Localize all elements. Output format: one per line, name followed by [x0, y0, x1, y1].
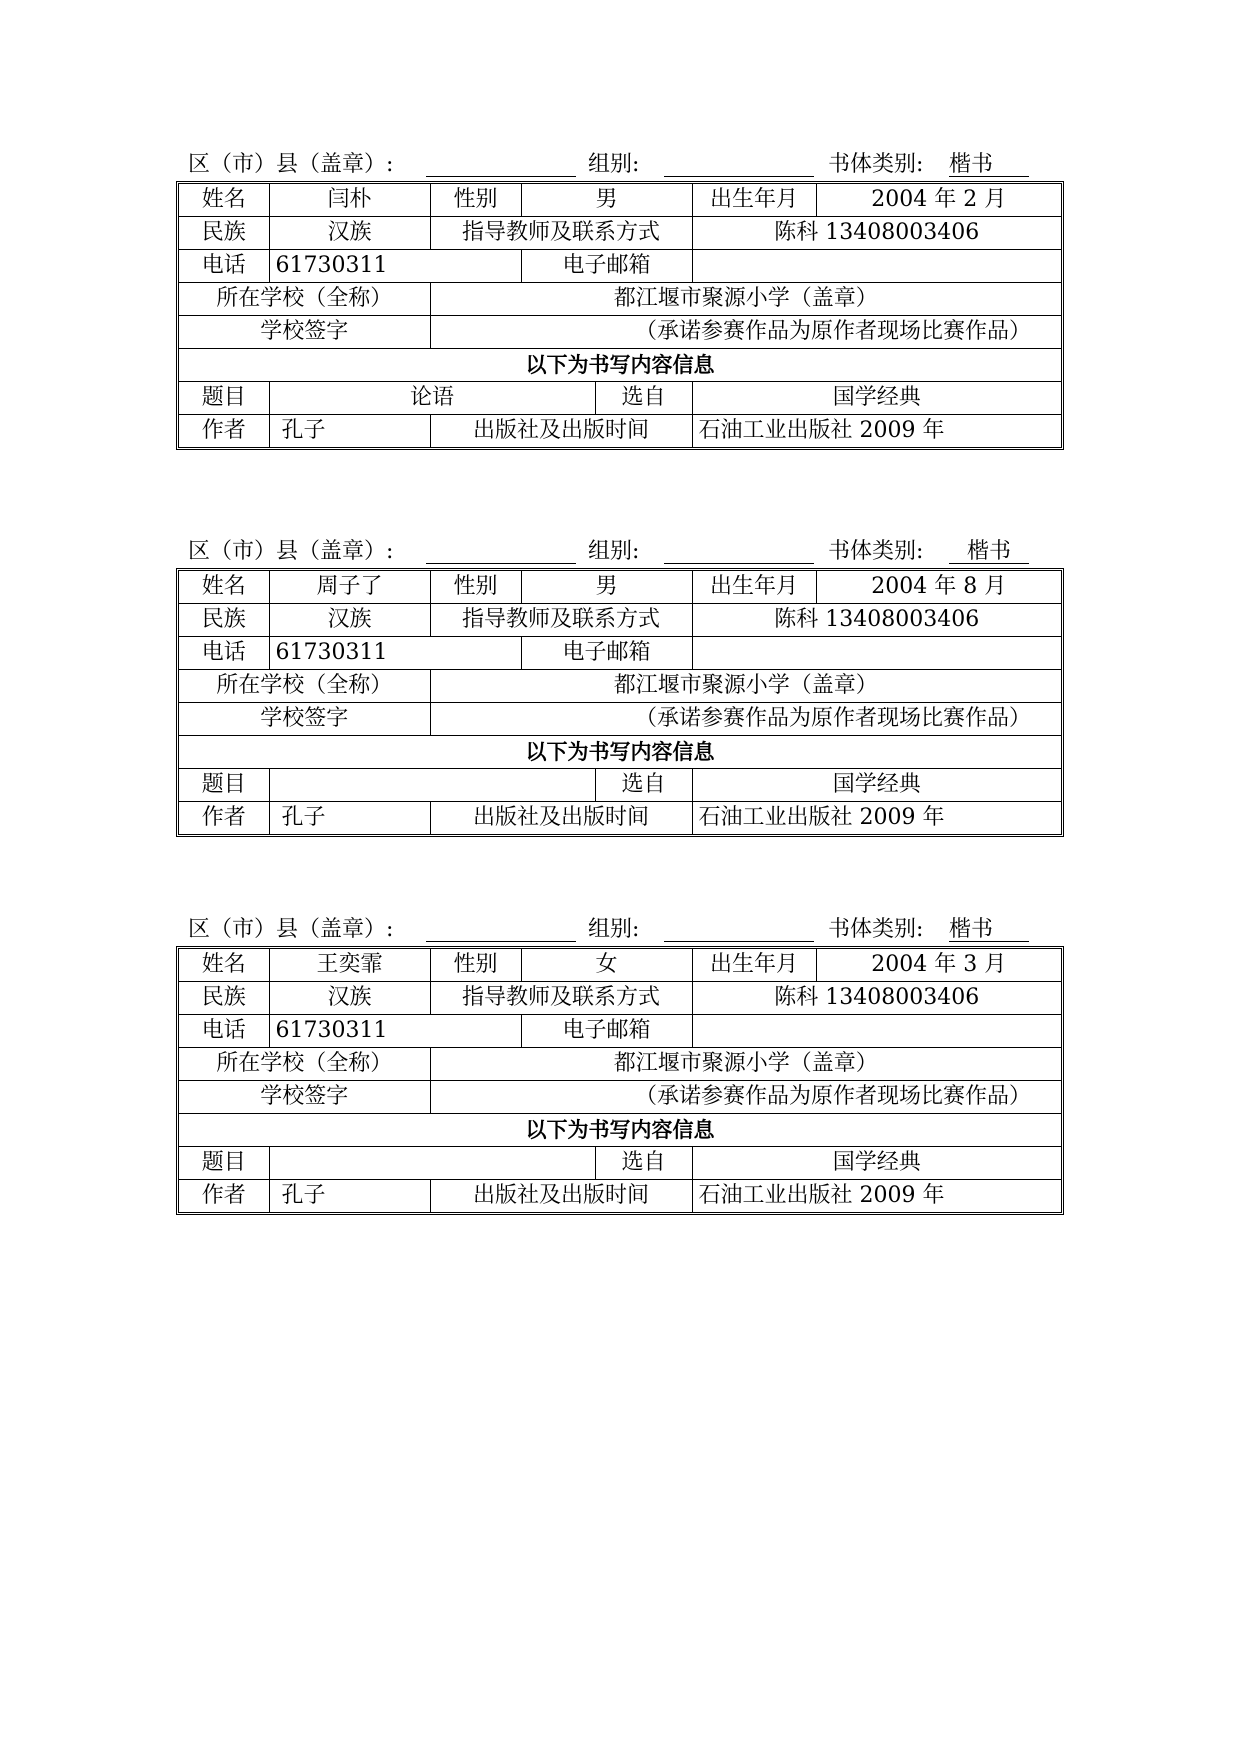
birth-value: 2004 年 8 月 [816, 571, 1061, 604]
table-row [179, 604, 1061, 637]
source-value: 国学经典 [692, 382, 1061, 415]
calligraphy-style-value: 楷书 [949, 915, 1029, 942]
publisher-value: 石油工业出版社 2009 年 [692, 802, 1061, 835]
source-label: 选自 [595, 769, 692, 802]
table-row [179, 1114, 1061, 1147]
entry-form-3 [176, 915, 1064, 1215]
gender-label: 性别 [430, 571, 521, 604]
teacher-value: 陈科 13408003406 [692, 982, 1061, 1015]
region-stamp-label: 区（市）县（盖章）: [188, 539, 394, 564]
email-value [692, 637, 1061, 670]
region-stamp-label: 区（市）县（盖章）: [188, 152, 394, 177]
table-row [179, 1180, 1061, 1213]
table-row [179, 184, 1061, 217]
title-value: 论语 [269, 382, 595, 415]
author-value: 孔子 [269, 415, 430, 448]
table-row [179, 703, 1061, 736]
calligraphy-style-label: 书体类别: [828, 917, 924, 942]
ethnicity-label: 民族 [179, 604, 269, 637]
section-heading: 以下为书写内容信息 [179, 1114, 1061, 1147]
phone-label: 电话 [179, 637, 269, 670]
source-value: 国学经典 [692, 769, 1061, 802]
group-label: 组别: [588, 152, 640, 177]
table-row [179, 316, 1061, 349]
table-row [179, 1081, 1061, 1114]
name-label: 姓名 [179, 949, 269, 982]
birth-value: 2004 年 3 月 [816, 949, 1061, 982]
phone-label: 电话 [179, 1015, 269, 1048]
ethnicity-label: 民族 [179, 217, 269, 250]
email-label: 电子邮箱 [521, 637, 692, 670]
gender-value: 男 [521, 571, 692, 604]
phone-value: 61730311 [269, 637, 521, 670]
birth-label: 出生年月 [692, 184, 816, 217]
table-row [179, 802, 1061, 835]
form-header [176, 537, 1064, 567]
calligraphy-style-value: 楷书 [949, 537, 1029, 564]
region-stamp-blank [426, 537, 576, 564]
calligraphy-style-label: 书体类别: [828, 152, 924, 177]
source-label: 选自 [595, 1147, 692, 1180]
name-label: 姓名 [179, 571, 269, 604]
author-value: 孔子 [269, 802, 430, 835]
title-label: 题目 [179, 382, 269, 415]
school-label: 所在学校（全称） [179, 670, 430, 703]
group-blank [664, 150, 814, 177]
name-label: 姓名 [179, 184, 269, 217]
teacher-value: 陈科 13408003406 [692, 217, 1061, 250]
gender-label: 性别 [430, 949, 521, 982]
author-value: 孔子 [269, 1180, 430, 1213]
author-label: 作者 [179, 415, 269, 448]
gender-value: 女 [521, 949, 692, 982]
table-row [179, 769, 1061, 802]
name-value: 王奕霏 [269, 949, 430, 982]
table-row [179, 949, 1061, 982]
email-label: 电子邮箱 [521, 250, 692, 283]
form-header [176, 150, 1064, 180]
source-value: 国学经典 [692, 1147, 1061, 1180]
table-row [179, 250, 1061, 283]
promise-note: （承诺参赛作品为原作者现场比赛作品） [430, 703, 1061, 736]
email-label: 电子邮箱 [521, 1015, 692, 1048]
title-value [269, 769, 595, 802]
table-row [179, 1015, 1061, 1048]
region-stamp-blank [426, 915, 576, 942]
phone-value: 61730311 [269, 250, 521, 283]
entry-form-2 [176, 537, 1064, 837]
publisher-label: 出版社及出版时间 [430, 415, 692, 448]
title-label: 题目 [179, 769, 269, 802]
source-label: 选自 [595, 382, 692, 415]
teacher-label: 指导教师及联系方式 [430, 982, 692, 1015]
table-row [179, 415, 1061, 448]
table-row [179, 670, 1061, 703]
section-heading: 以下为书写内容信息 [179, 736, 1061, 769]
phone-label: 电话 [179, 250, 269, 283]
school-label: 所在学校（全称） [179, 1048, 430, 1081]
entry-table [176, 181, 1064, 450]
birth-label: 出生年月 [692, 571, 816, 604]
section-heading: 以下为书写内容信息 [179, 349, 1061, 382]
entry-table [176, 946, 1064, 1215]
group-label: 组别: [588, 917, 640, 942]
table-row [179, 217, 1061, 250]
author-label: 作者 [179, 802, 269, 835]
title-value [269, 1147, 595, 1180]
gender-label: 性别 [430, 184, 521, 217]
ethnicity-value: 汉族 [269, 982, 430, 1015]
birth-value: 2004 年 2 月 [816, 184, 1061, 217]
table-row [179, 1048, 1061, 1081]
author-label: 作者 [179, 1180, 269, 1213]
school-value: 都江堰市聚源小学（盖章） [430, 283, 1061, 316]
table-row [179, 349, 1061, 382]
school-label: 所在学校（全称） [179, 283, 430, 316]
group-blank [664, 537, 814, 564]
school-sign-label: 学校签字 [179, 703, 430, 736]
calligraphy-style-label: 书体类别: [828, 539, 924, 564]
teacher-label: 指导教师及联系方式 [430, 217, 692, 250]
promise-note: （承诺参赛作品为原作者现场比赛作品） [430, 1081, 1061, 1114]
region-stamp-blank [426, 150, 576, 177]
table-row [179, 571, 1061, 604]
entry-table [176, 568, 1064, 837]
name-value: 周子了 [269, 571, 430, 604]
publisher-label: 出版社及出版时间 [430, 802, 692, 835]
promise-note: （承诺参赛作品为原作者现场比赛作品） [430, 316, 1061, 349]
school-sign-label: 学校签字 [179, 316, 430, 349]
ethnicity-label: 民族 [179, 982, 269, 1015]
publisher-label: 出版社及出版时间 [430, 1180, 692, 1213]
table-row [179, 637, 1061, 670]
form-header [176, 915, 1064, 945]
table-row [179, 382, 1061, 415]
entry-form-1 [176, 150, 1064, 450]
ethnicity-value: 汉族 [269, 217, 430, 250]
calligraphy-style-value: 楷书 [949, 150, 1029, 177]
region-stamp-label: 区（市）县（盖章）: [188, 917, 394, 942]
teacher-value: 陈科 13408003406 [692, 604, 1061, 637]
table-row [179, 283, 1061, 316]
title-label: 题目 [179, 1147, 269, 1180]
school-sign-label: 学校签字 [179, 1081, 430, 1114]
school-value: 都江堰市聚源小学（盖章） [430, 1048, 1061, 1081]
birth-label: 出生年月 [692, 949, 816, 982]
ethnicity-value: 汉族 [269, 604, 430, 637]
table-row [179, 1147, 1061, 1180]
school-value: 都江堰市聚源小学（盖章） [430, 670, 1061, 703]
email-value [692, 1015, 1061, 1048]
phone-value: 61730311 [269, 1015, 521, 1048]
group-blank [664, 915, 814, 942]
teacher-label: 指导教师及联系方式 [430, 604, 692, 637]
email-value [692, 250, 1061, 283]
table-row [179, 736, 1061, 769]
table-row [179, 982, 1061, 1015]
gender-value: 男 [521, 184, 692, 217]
name-value: 闫朴 [269, 184, 430, 217]
group-label: 组别: [588, 539, 640, 564]
publisher-value: 石油工业出版社 2009 年 [692, 415, 1061, 448]
publisher-value: 石油工业出版社 2009 年 [692, 1180, 1061, 1213]
